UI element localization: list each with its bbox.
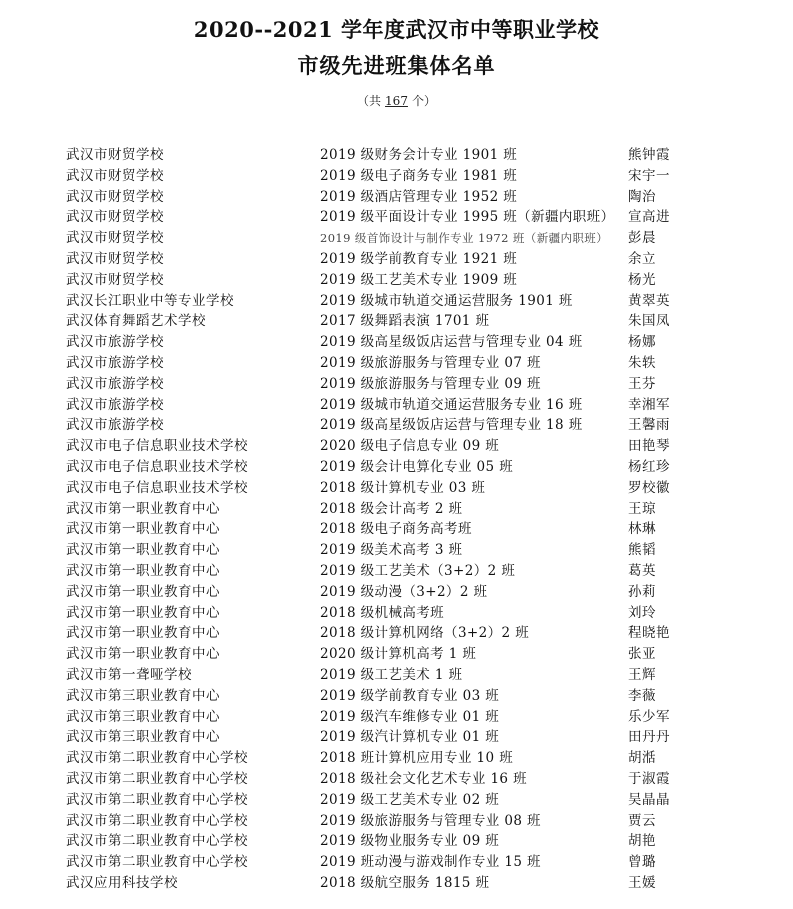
class-name: 2019 级城市轨道交通运营服务 1901 班: [320, 292, 573, 309]
document-title-line2: 市级先进班集体名单: [297, 53, 496, 78]
head-teacher-name: 熊韬: [628, 542, 656, 559]
list-row: [0, 228, 793, 249]
head-teacher-name: 张亚: [628, 646, 656, 663]
head-teacher-name: 彭晨: [628, 230, 656, 247]
class-name: 2019 级高星级饭店运营与管理专业 18 班: [320, 417, 583, 434]
list-row: [0, 540, 793, 561]
school-name: 武汉市旅游学校: [66, 375, 164, 392]
list-row: [0, 665, 793, 686]
list-row: [0, 831, 793, 852]
head-teacher-name: 田丹丹: [628, 729, 670, 746]
list-row: [0, 207, 793, 228]
class-name: 2019 级电子商务专业 1981 班: [320, 167, 518, 184]
class-name: 2019 级会计电算化专业 05 班: [320, 458, 514, 475]
class-name: 2019 级物业服务专业 09 班: [320, 833, 500, 850]
list-row: [0, 519, 793, 540]
school-name: 武汉市财贸学校: [66, 188, 164, 205]
head-teacher-name: 李薇: [628, 687, 656, 704]
list-row: [0, 811, 793, 832]
class-name: 2019 级汽车维修专业 01 班: [320, 708, 500, 725]
head-teacher-name: 熊钟霞: [628, 147, 670, 163]
list-row: [0, 415, 793, 436]
class-name: 2019 级平面设计专业 1995 班（新疆内职班）: [320, 209, 615, 226]
school-name: 武汉市财贸学校: [66, 147, 164, 163]
head-teacher-name: 孙莉: [628, 583, 656, 600]
head-teacher-name: 王媛: [628, 874, 656, 891]
class-name: 2018 级计算机网络（3+2）2 班: [320, 625, 530, 642]
list-row: [0, 644, 793, 665]
class-name: 2019 级旅游服务与管理专业 08 班: [320, 812, 541, 829]
head-teacher-name: 王芬: [628, 375, 656, 392]
head-teacher-name: 余立: [628, 250, 656, 267]
school-name: 武汉市第二职业教育中心学校: [66, 750, 248, 767]
list-row: [0, 686, 793, 707]
school-name: 武汉应用科技学校: [66, 874, 178, 891]
school-name: 武汉市财贸学校: [66, 230, 164, 247]
school-name: 武汉市第一职业教育中心: [66, 625, 220, 642]
class-name: 2018 级社会文化艺术专业 16 班: [320, 770, 528, 787]
school-name: 武汉市财贸学校: [66, 250, 164, 267]
head-teacher-name: 刘玲: [628, 604, 656, 621]
list-row: [0, 291, 793, 312]
school-name: 武汉市旅游学校: [66, 354, 164, 371]
class-name: 2019 班动漫与游戏制作专业 15 班: [320, 854, 541, 871]
school-name: 武汉市第一聋哑学校: [66, 666, 192, 683]
class-name: 2018 级电子商务高考班: [320, 521, 472, 538]
head-teacher-name: 胡艳: [628, 833, 656, 850]
school-name: 武汉市第二职业教育中心学校: [66, 812, 248, 829]
class-name: 2019 级首饰设计与制作专业 1972 班（新疆内职班）: [320, 231, 609, 246]
head-teacher-name: 贾云: [628, 812, 656, 829]
school-name: 武汉市第三职业教育中心: [66, 729, 220, 746]
school-name: 武汉市第二职业教育中心学校: [66, 770, 248, 787]
list-row: [0, 145, 793, 166]
class-name: 2019 级工艺美术专业 1909 班: [320, 271, 518, 288]
class-name: 2019 级工艺美术专业 02 班: [320, 791, 500, 808]
count-number: 167: [385, 94, 408, 108]
head-teacher-name: 杨红珍: [628, 458, 670, 475]
head-teacher-name: 杨光: [628, 271, 656, 288]
list-row: [0, 270, 793, 291]
list-row: [0, 332, 793, 353]
class-name: 2018 级会计高考 2 班: [320, 500, 463, 517]
head-teacher-name: 曾璐: [628, 854, 656, 871]
school-name: 武汉市财贸学校: [66, 167, 164, 184]
list-row: [0, 311, 793, 332]
school-name: 武汉市旅游学校: [66, 334, 164, 351]
list-row: [0, 623, 793, 644]
class-name: 2019 级汽计算机专业 01 班: [320, 729, 500, 746]
class-name: 2019 级财务会计专业 1901 班: [320, 147, 518, 163]
list-row: [0, 353, 793, 374]
school-name: 武汉市第一职业教育中心: [66, 521, 220, 538]
total-count: [0, 92, 793, 109]
list-row: [0, 187, 793, 208]
school-name: 武汉体育舞蹈艺术学校: [66, 313, 206, 330]
class-name: 2019 级工艺美术（3+2）2 班: [320, 562, 516, 579]
head-teacher-name: 吴晶晶: [628, 791, 670, 808]
list-row: [0, 582, 793, 603]
class-name: 2019 级学前教育专业 1921 班: [320, 250, 518, 267]
head-teacher-name: 田艳琴: [628, 438, 670, 455]
class-name: 2018 级航空服务 1815 班: [320, 874, 490, 891]
head-teacher-name: 王辉: [628, 666, 656, 683]
head-teacher-name: 陶治: [628, 188, 656, 205]
head-teacher-name: 黄翠英: [628, 292, 670, 309]
list-row: [0, 457, 793, 478]
school-name: 武汉市财贸学校: [66, 271, 164, 288]
list-row: [0, 499, 793, 520]
head-teacher-name: 胡湉: [628, 750, 656, 767]
class-name: 2019 级学前教育专业 03 班: [320, 687, 500, 704]
list-row: [0, 852, 793, 873]
class-list: [0, 145, 793, 894]
head-teacher-name: 林琳: [628, 521, 656, 538]
class-name: 2020 级电子信息专业 09 班: [320, 438, 500, 455]
class-name: 2018 班计算机应用专业 10 班: [320, 750, 514, 767]
count-prefix: （共: [357, 94, 382, 108]
school-name: 武汉市第一职业教育中心: [66, 604, 220, 621]
school-name: 武汉市第三职业教育中心: [66, 687, 220, 704]
list-row: [0, 395, 793, 416]
school-name: 武汉市旅游学校: [66, 396, 164, 413]
head-teacher-name: 王馨雨: [628, 417, 670, 434]
list-row: [0, 436, 793, 457]
school-name: 武汉市第一职业教育中心: [66, 583, 220, 600]
class-name: 2020 级计算机高考 1 班: [320, 646, 477, 663]
class-name: 2019 级旅游服务与管理专业 09 班: [320, 375, 541, 392]
document-title-line1: 2020--2021 学年度武汉市中等职业学校: [193, 17, 600, 42]
class-name: 2017 级舞蹈表演 1701 班: [320, 313, 490, 330]
head-teacher-name: 宋宇一: [628, 167, 670, 184]
class-name: 2019 级工艺美术 1 班: [320, 666, 463, 683]
head-teacher-name: 朱轶: [628, 354, 656, 371]
list-row: [0, 790, 793, 811]
school-name: 武汉市第三职业教育中心: [66, 708, 220, 725]
school-name: 武汉市第二职业教育中心学校: [66, 854, 248, 871]
head-teacher-name: 乐少军: [628, 708, 670, 725]
class-name: 2018 级计算机专业 03 班: [320, 479, 486, 496]
head-teacher-name: 幸湘军: [628, 396, 670, 413]
class-name: 2019 级酒店管理专业 1952 班: [320, 188, 518, 205]
head-teacher-name: 于淑霞: [628, 770, 670, 787]
school-name: 武汉市旅游学校: [66, 417, 164, 434]
school-name: 武汉市第二职业教育中心学校: [66, 833, 248, 850]
school-name: 武汉市财贸学校: [66, 209, 164, 226]
school-name: 武汉市电子信息职业技术学校: [66, 479, 248, 496]
head-teacher-name: 杨娜: [628, 334, 656, 351]
school-name: 武汉市电子信息职业技术学校: [66, 458, 248, 475]
head-teacher-name: 朱国凤: [628, 313, 670, 330]
list-row: [0, 769, 793, 790]
head-teacher-name: 王琼: [628, 500, 656, 517]
class-name: 2018 级机械高考班: [320, 604, 445, 621]
school-name: 武汉市电子信息职业技术学校: [66, 438, 248, 455]
list-row: [0, 748, 793, 769]
class-name: 2019 级城市轨道交通运营服务专业 16 班: [320, 396, 583, 413]
head-teacher-name: 宣高进: [628, 209, 670, 226]
school-name: 武汉市第一职业教育中心: [66, 500, 220, 517]
list-row: [0, 707, 793, 728]
school-name: 武汉市第一职业教育中心: [66, 646, 220, 663]
class-name: 2019 级旅游服务与管理专业 07 班: [320, 354, 541, 371]
head-teacher-name: 葛英: [628, 562, 656, 579]
list-row: [0, 478, 793, 499]
list-row: [0, 374, 793, 395]
head-teacher-name: 程晓艳: [628, 625, 670, 642]
list-row: [0, 561, 793, 582]
school-name: 武汉市第一职业教育中心: [66, 542, 220, 559]
list-row: [0, 249, 793, 270]
school-name: 武汉市第二职业教育中心学校: [66, 791, 248, 808]
list-row: [0, 873, 793, 894]
head-teacher-name: 罗校徽: [628, 479, 670, 496]
school-name: 武汉长江职业中等专业学校: [66, 292, 234, 309]
list-row: [0, 603, 793, 624]
class-name: 2019 级动漫（3+2）2 班: [320, 583, 488, 600]
class-name: 2019 级美术高考 3 班: [320, 542, 463, 559]
count-suffix: 个）: [411, 94, 436, 108]
class-name: 2019 级高星级饭店运营与管理专业 04 班: [320, 334, 583, 351]
list-row: [0, 166, 793, 187]
school-name: 武汉市第一职业教育中心: [66, 562, 220, 579]
list-row: [0, 727, 793, 748]
